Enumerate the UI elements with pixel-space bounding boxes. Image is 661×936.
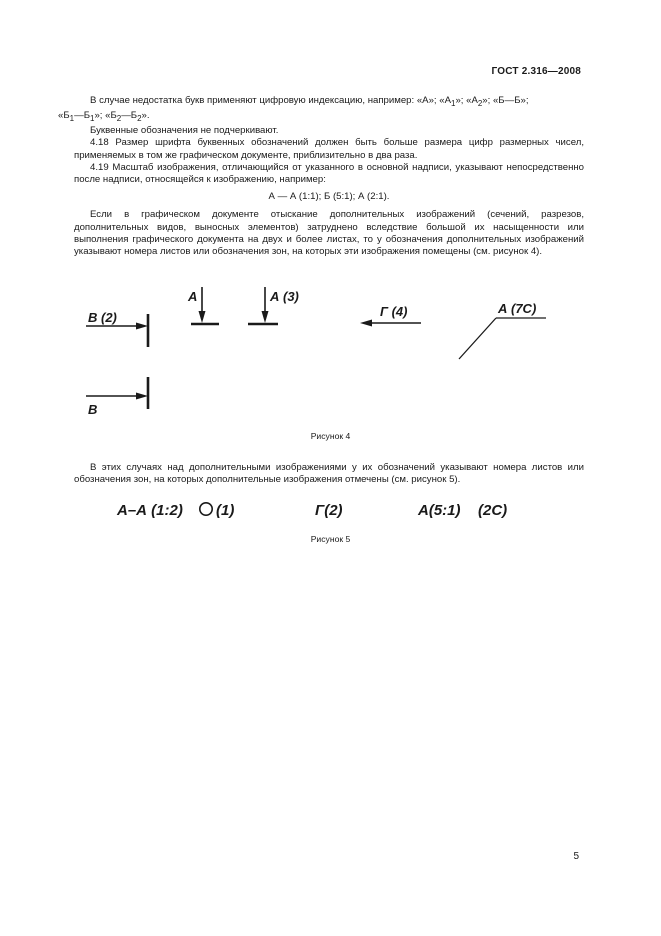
paragraph-index-example: В случае недостатка букв применяют цифровую индексацию, например: «А»; «$А_1$»; «$А_2$»; «Б—Б»; «$Б_1—Б_1$»; «$Б_2—Б_2$». [58,95,529,124]
label-a7c: А (7С) [498,301,537,316]
arrowhead-g4 [360,320,372,327]
label-a: А [188,289,198,304]
arrowhead-a [199,311,206,323]
label-a51: А(5:1) [418,502,461,519]
arrowhead-a3 [262,311,269,323]
paragraph-4-19: 4.19 Масштаб изображения, отличающийся от указанного в основной надписи, указывают непосредственно после надписи, относящейся к изображению, например: [74,161,584,186]
document-code: ГОСТ 2.316—2008 [491,66,581,77]
label-v2: В (2) [88,310,117,325]
figure-5-caption: Рисунок 5 [310,534,351,544]
figure-4-caption: Рисунок 4 [310,431,351,441]
label-v: В [88,402,98,417]
leader-line-a7c [459,318,496,359]
sheet-circle-icon [200,503,212,515]
body-text-bottom [74,462,584,486]
label-g4: Г (4) [380,304,408,319]
figure-4-drawing [0,0,661,440]
label-zone-2c: (2С) [478,502,508,519]
page-number: 5 [573,851,579,862]
label-aa-scale: А–А (1:2) [117,502,183,519]
paragraph-sheet-numbers: В этих случаях над дополнительными изображениями у их обозначений указывают номера листов или обозначения зон, на которых дополнительные изображения отмечены (см. рисунок 5). [74,462,584,486]
figure-5-drawing [0,495,661,525]
scale-example: А — А (1:1); Б (5:1); А (2:1). [268,191,390,203]
label-aa-sheet: (1) [216,502,235,519]
arrowhead-v2 [136,323,148,330]
paragraph-no-underline: Буквенные обозначения не подчеркивают. [90,125,279,137]
label-g2: Г(2) [315,502,343,519]
paragraph-sheet-reference: Если в графическом документе отыскание дополнительных изображений (сечений, разрезов, дополнительных видов, выносных элементов) затруднено вследствие большой их насыщенности или выполнения графического документа на двух и более листах, то у обозначения дополнительных изображений указывают номера листов или обозначения зон, на которых эти изображения помещены (см. рисунок 4). [74,209,584,258]
figure-4-lines [86,287,546,409]
label-a3: А (3) [270,289,299,304]
arrowhead-v [136,393,148,400]
paragraph-4-18: 4.18 Размер шрифта буквенных обозначений должен быть больше размера цифр размерных чисел, применяемых в том же графическом документе, приблизительно в два раза. [74,137,584,161]
